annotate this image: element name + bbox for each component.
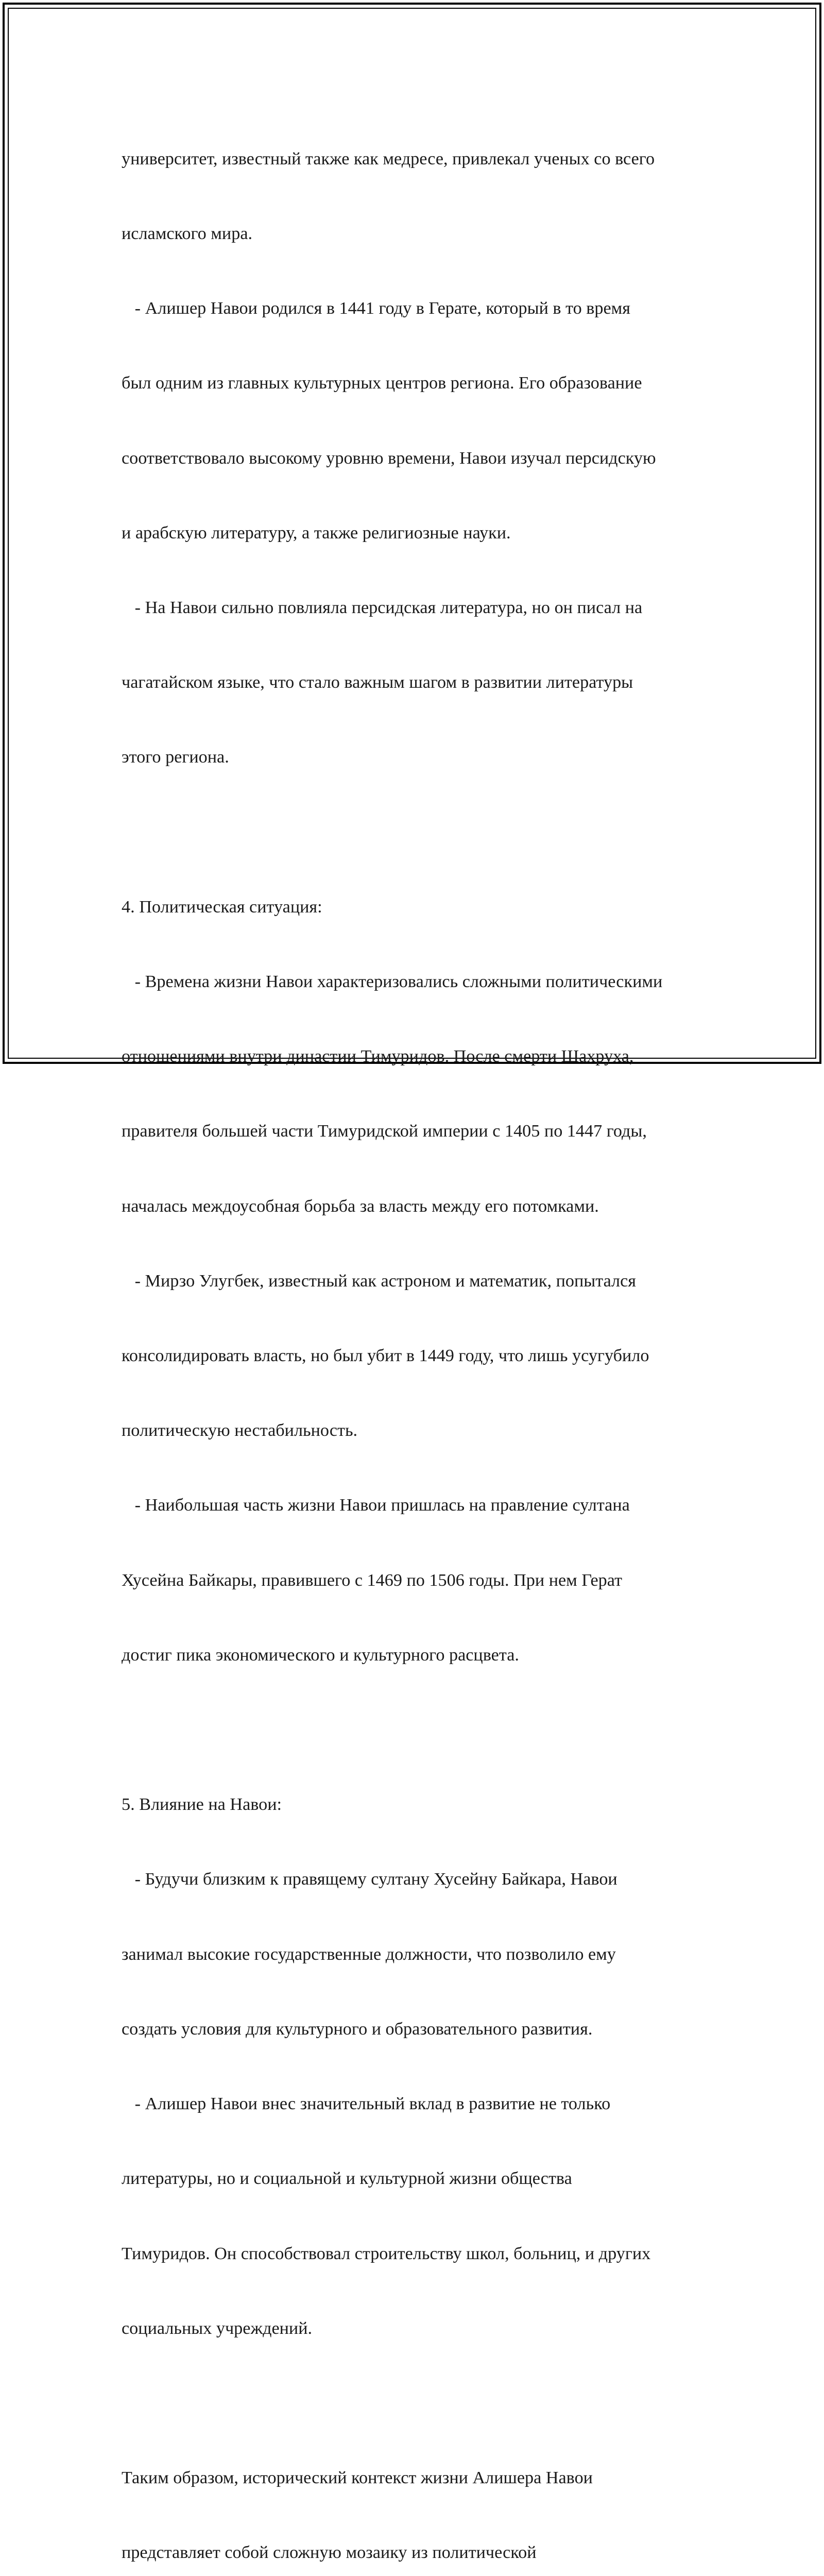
text-line: соответствовало высокому уровню времени, Навои изучал персидскую (122, 448, 656, 468)
text-line: был одним из главных культурных центров региона. Его образование (122, 374, 642, 393)
section-heading: 4. Политическая ситуация: (122, 897, 322, 917)
text-line: литературы, но и социальной и культурной жизни общества (122, 2169, 572, 2189)
text-line: создать условия для культурного и образовательного развития. (122, 2019, 593, 2039)
text-line: - На Навои сильно повлияла персидская литература, но он писал на (122, 598, 643, 618)
text-line: Хусейна Байкары, правившего с 1469 по 1506 годы. При нем Герат (122, 1570, 623, 1590)
text-line: - Алишер Навои внес значительный вклад в развитие не только (122, 2094, 611, 2114)
text-line: Тимуридов. Он способствовал строительству школ, больниц, и других (122, 2244, 651, 2263)
text-line: и арабскую литературу, а также религиозные науки. (122, 523, 511, 543)
text-line: - Будучи близким к правящему султану Хусейну Байкара, Навои (122, 1870, 617, 1889)
text-line: социальных учреждений. (122, 2318, 313, 2338)
text-line: - Алишер Навои родился в 1441 году в Герате, который в то время (122, 299, 630, 318)
text-line: достиг пика экономического и культурного расцвета. (122, 1645, 519, 1665)
text-line: отношениями внутри династии Тимуридов. После смерти Шахруха, (122, 1047, 634, 1066)
text-line: правителя большей части Тимуридской империи с 1405 по 1447 годы, (122, 1122, 647, 1141)
text-line: представляет собой сложную мозаику из политической (122, 2543, 537, 2563)
text-line: - Мирзо Улугбек, известный как астроном и математик, попытался (122, 1271, 637, 1291)
text-line: консолидировать власть, но был убит в 1449 году, что лишь усугубило (122, 1346, 649, 1366)
text-line: - Времена жизни Навои характеризовались сложными политическими (122, 972, 663, 992)
blank-line (122, 1718, 719, 1742)
blank-line (122, 2391, 719, 2416)
text-line: политическую нестабильность. (122, 1421, 358, 1440)
document-text (122, 97, 719, 2576)
text-line: исламского мира. (122, 224, 253, 244)
text-line: началась междоусобная борьба за власть между его потомками. (122, 1196, 599, 1216)
section-heading: 5. Влияние на Навои: (122, 1795, 282, 1815)
text-line: университет, известный также как медресе, привлекал ученых со всего (122, 149, 655, 168)
text-line: Таким образом, исторический контекст жизни Алишера Навои (122, 2468, 593, 2488)
blank-line (122, 820, 719, 845)
text-line: этого региона. (122, 748, 229, 767)
text-line: занимал высокие государственные должности, что позволило ему (122, 1944, 616, 1964)
text-line: чагатайском языке, что стало важным шагом в развитии литературы (122, 673, 633, 692)
text-line: - Наибольшая часть жизни Навои пришлась на правление султана (122, 1496, 630, 1515)
